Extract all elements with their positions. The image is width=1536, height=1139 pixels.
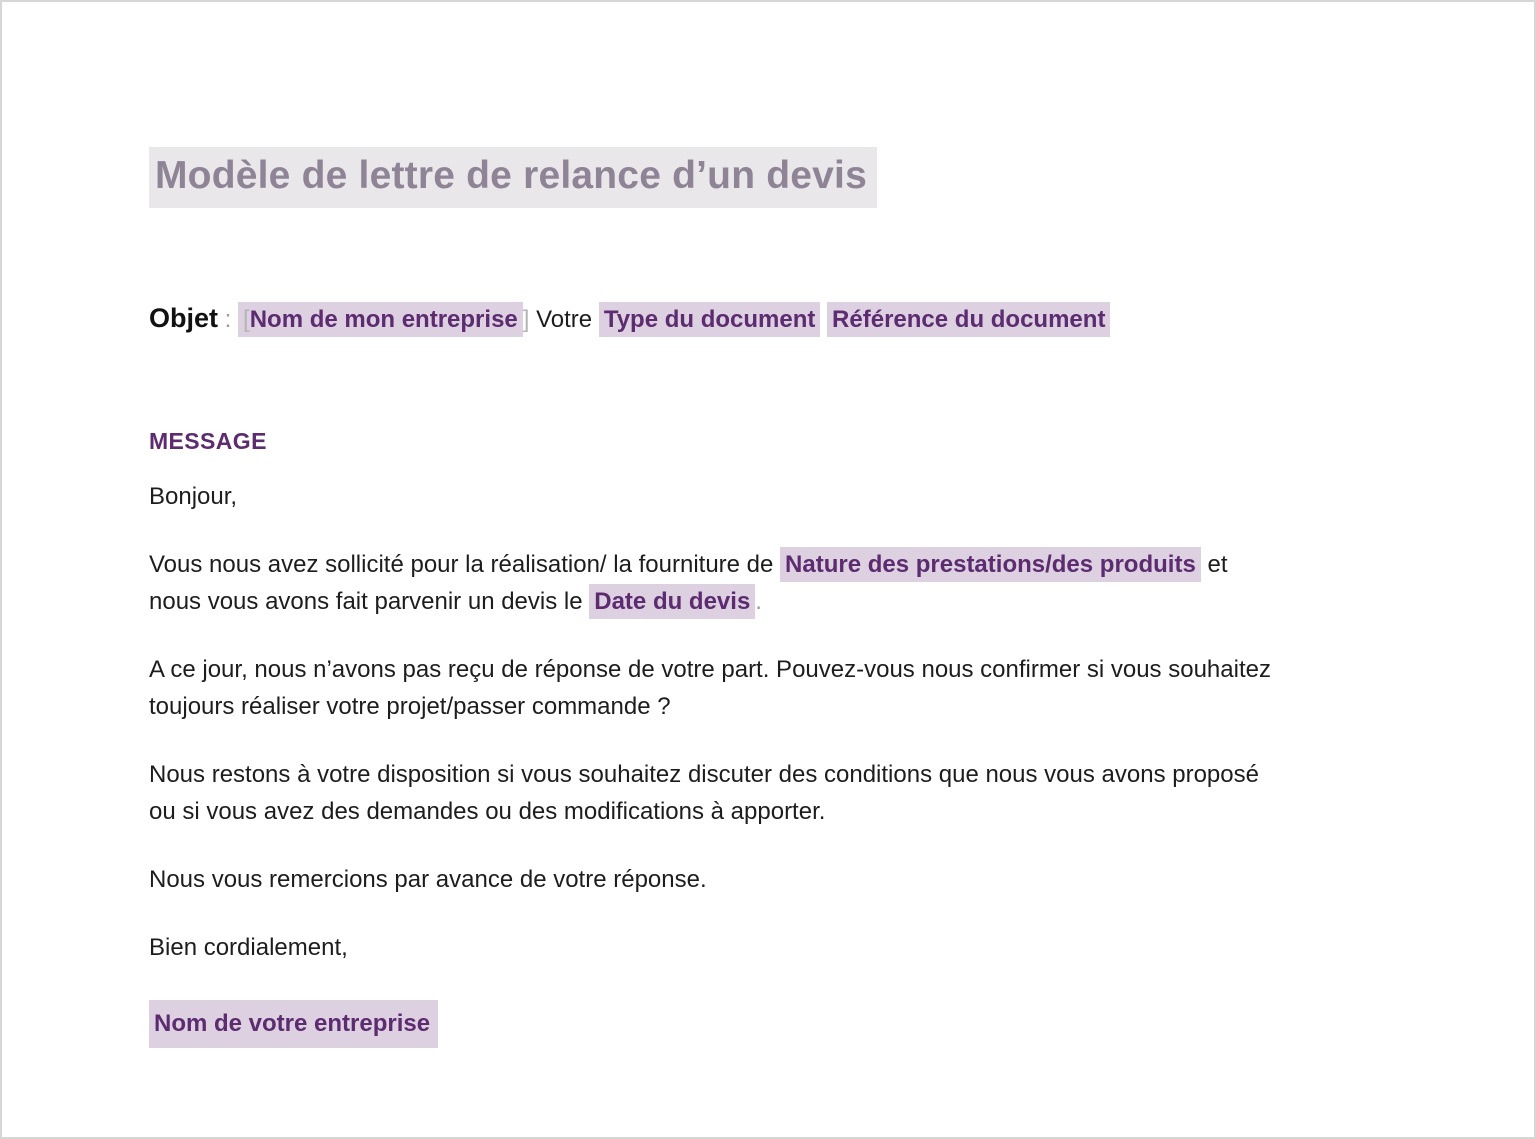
closing-text: Bien cordialement, [149,933,348,961]
subject-connector: Votre [529,305,599,333]
subject-label: Objet [149,302,219,333]
company-name-placeholder [238,302,523,337]
close-bracket: ] [522,305,530,333]
paragraph-thanks: Nous vous remercions par avance de votre réponse. [149,865,707,893]
para2-line2: toujours réaliser votre projet/passer commande ? [149,692,671,720]
paragraph-no-response [149,651,1404,725]
open-bracket: [ [243,305,250,333]
para1-line2-text: nous vous avons fait parvenir un devis le [149,587,590,615]
signature-line [149,1000,1404,1048]
message-section-heading: MESSAGE [149,427,267,454]
subject-line [149,296,1404,342]
para1-period: . [755,587,762,615]
para3-line1: Nous restons à votre disposition si vous souhaitez discuter des conditions que nous vous avons proposé [149,760,1259,788]
document-reference-placeholder: Référence du document [827,302,1110,337]
document-type-placeholder: Type du document [599,302,821,337]
para1-text-before: Vous nous avez sollicité pour la réalisation/ la fourniture de [149,550,781,578]
para3-line2: ou si vous avez des demandes ou des modifications à apporter. [149,797,826,825]
greeting-text: Bonjour, [149,482,238,510]
paragraph-request-recap [149,546,1404,620]
company-name-placeholder-text: Nom de mon entreprise [249,305,518,333]
page-title: Modèle de lettre de relance d’un devis [149,147,877,208]
para1-text-after: et [1200,550,1228,578]
subject-separator: : [218,305,239,333]
para2-line1: A ce jour, nous n’avons pas reçu de réponse de votre part. Pouvez-vous nous confirmer si vous souhaitez [149,655,1271,683]
signature-company-placeholder: Nom de votre entreprise [149,1000,438,1048]
quote-date-placeholder: Date du devis [589,584,755,619]
paragraph-availability [149,756,1404,830]
nature-prestations-placeholder: Nature des prestations/des produits [780,547,1201,582]
letter-template-page [2,2,1534,1048]
